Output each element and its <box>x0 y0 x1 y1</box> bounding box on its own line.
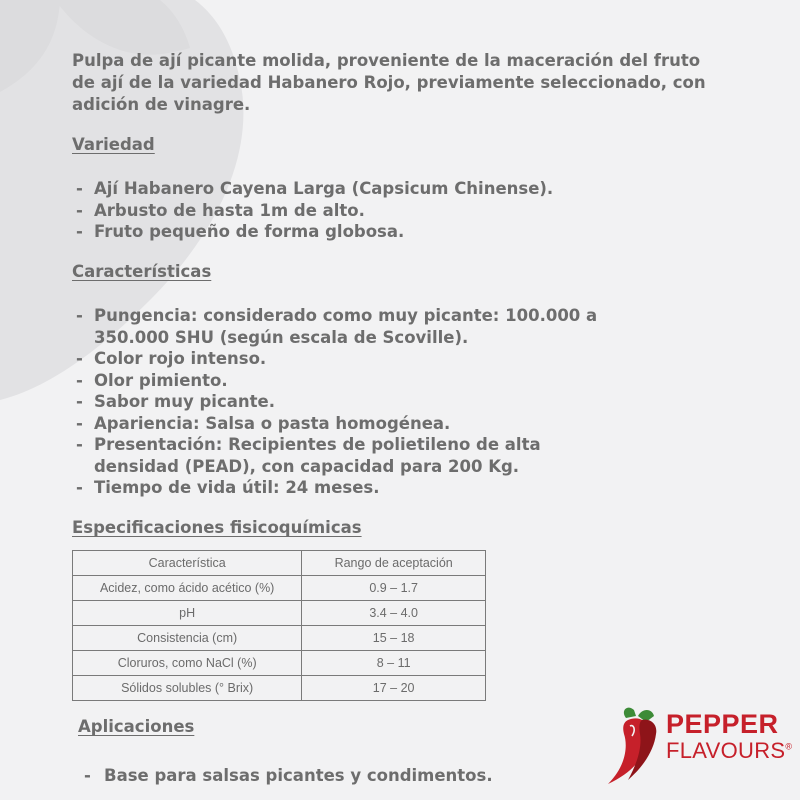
caracteristicas-list <box>76 305 676 499</box>
variedad-list <box>76 178 696 243</box>
column-header-caracteristica: Característica <box>73 551 302 576</box>
list-item: - Olor pimiento. <box>76 370 228 390</box>
list-item: - Tiempo de vida útil: 24 meses. <box>76 478 380 497</box>
table-row <box>73 626 486 651</box>
list-item: - Sabor muy picante. <box>76 392 275 411</box>
table-row <box>73 601 486 626</box>
list-item: - Arbusto de hasta 1m de alto. <box>76 200 365 220</box>
table-row <box>73 651 486 676</box>
aplicaciones-heading: Aplicaciones <box>78 717 195 736</box>
table-cell: Sólidos solubles (° Brix) <box>73 676 302 701</box>
variedad-heading: Variedad <box>72 135 155 154</box>
table-row <box>73 676 486 701</box>
table-cell: Acidez, como ácido acético (%) <box>73 576 302 601</box>
aplicaciones-list <box>84 765 544 787</box>
chili-pepper-icon <box>598 700 668 790</box>
table-cell: Consistencia (cm) <box>73 626 302 651</box>
list-item: - Pungencia: considerado como muy picante: 100.000 a 350.000 SHU (según escala de Scoville). <box>76 306 598 347</box>
pepper-flavours-logo <box>598 700 793 790</box>
column-header-rango: Rango de aceptación <box>302 551 486 576</box>
especificaciones-heading: Especificaciones fisicoquímicas <box>72 518 362 537</box>
list-item: - Base para salsas picantes y condimentos. <box>84 766 493 785</box>
list-item: - Color rojo intenso. <box>76 349 267 368</box>
table-cell: pH <box>73 601 302 626</box>
list-item: - Ají Habanero Cayena Larga (Capsicum Chinense). <box>76 179 554 198</box>
product-description: Pulpa de ají picante molida, proveniente de la maceración del fruto de ají de la variedad Habanero Rojo, previamente seleccionado, con adición de vinagre. <box>72 51 706 114</box>
table-cell: 0.9 – 1.7 <box>302 576 486 601</box>
table-row <box>73 576 486 601</box>
table-cell: 8 – 11 <box>302 651 486 676</box>
specifications-table <box>72 550 486 701</box>
logo-text-flavours: FLAVOURS® <box>666 738 793 763</box>
table-cell: 17 – 20 <box>302 676 486 701</box>
table-cell: 3.4 – 4.0 <box>302 601 486 626</box>
list-item: - Apariencia: Salsa o pasta homogénea. <box>76 413 451 433</box>
table-cell: 15 – 18 <box>302 626 486 651</box>
table-cell: Cloruros, como NaCl (%) <box>73 651 302 676</box>
caracteristicas-heading: Características <box>72 262 212 281</box>
list-item: - Presentación: Recipientes de polietileno de alta densidad (PEAD), con capacidad para 200 Kg. <box>76 435 541 476</box>
list-item: - Fruto pequeño de forma globosa. <box>76 222 405 241</box>
logo-text-pepper: PEPPER <box>666 709 779 739</box>
table-header-row <box>73 551 486 576</box>
